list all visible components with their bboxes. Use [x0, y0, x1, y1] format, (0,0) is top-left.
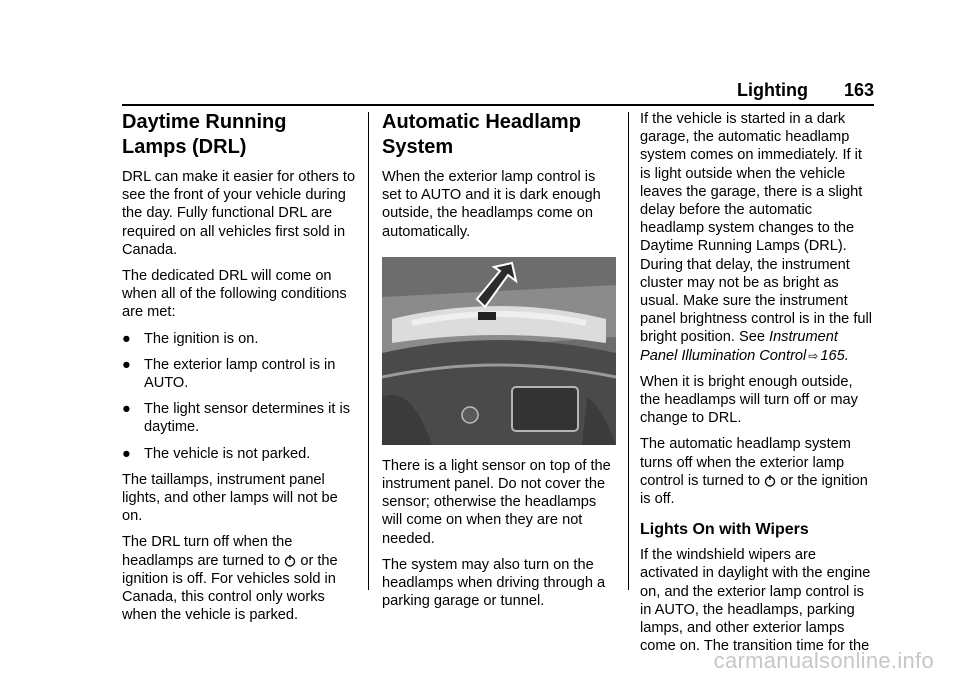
dark-garage-note: If the vehicle is started in a dark garage, the automatic headlamp system comes on immediately. If it is light outside when the vehicle leaves the garage, there is a slight delay before the automatic headlamp system changes to the Daytime Running Lamps (DRL). During that delay, the instrument cluster may not be as bright as usual. Make sure the instrument panel brightness control is in the full bright position. See Instrument Panel Illumination Control ⇨ 165. — [640, 111, 873, 364]
cross-reference-link[interactable]: Instrument Panel Illumination Control — [640, 329, 838, 364]
column-auto-headlamp — [382, 110, 616, 618]
list-item: ● The light sensor determines it is daytime. — [122, 401, 351, 436]
drl-lamps-off: The taillamps, instrument panel lights, and other lamps will not be on. — [122, 471, 338, 525]
list-item: ● The ignition is on. — [122, 330, 259, 347]
garage-tunnel-note: The system may also turn on the headlamps when driving through a parking garage or tunnel. — [382, 556, 606, 610]
wipers-heading: Lights On with Wipers — [640, 521, 809, 539]
dashboard-sensor-image — [382, 257, 616, 445]
page-number: 163 — [843, 80, 874, 100]
list-item: ● The vehicle is not parked. — [122, 445, 311, 462]
auto-headlamp-intro: When the exterior lamp control is set to AUTO and it is dark enough outside, the headlamps come on automatically. — [382, 169, 601, 240]
bright-outside-note: When it is bright enough outside, the headlamps will turn off or may change to DRL. — [640, 373, 858, 427]
column-continued — [640, 110, 874, 663]
auto-headlamp-heading: Automatic Headlamp System — [382, 111, 581, 158]
header-rule — [122, 104, 874, 106]
column-divider — [368, 112, 369, 590]
column-divider — [628, 112, 629, 590]
drl-conditions: The dedicated DRL will come on when all of the following conditions are met: — [122, 268, 347, 321]
page-ref-icon: ⇨ — [808, 348, 819, 363]
auto-off-note: The automatic headlamp system turns off when the exterior lamp control is turned to or the ignition is off. — [640, 436, 868, 508]
power-off-icon — [284, 554, 296, 567]
drl-turn-off: The DRL turn off when the headlamps are turned to or the ignition is off. For vehicles sold in Canada, this control only works when the vehicle is parked. — [122, 534, 338, 624]
section-title: Lighting — [736, 80, 808, 100]
cross-reference-page[interactable]: 165. — [820, 347, 849, 364]
column-drl — [122, 110, 356, 632]
watermark: carmanualsonline.info — [713, 648, 934, 673]
drl-intro: DRL can make it easier for others to see the front of your vehicle during the day. Fully functional DRL are required on all vehicles first sold in Canada. — [122, 169, 356, 258]
power-off-icon — [764, 474, 776, 487]
drl-heading: Daytime Running Lamps (DRL) — [122, 111, 287, 158]
list-item: ● The exterior lamp control is in AUTO. — [122, 356, 336, 392]
page-header — [737, 80, 874, 101]
wipers-note: If the windshield wipers are activated in daylight with the engine on, and the exterior lamp control is in AUTO, the headlamps, parking lamps, and other exterior lamps come on. The transition time for the — [640, 547, 871, 655]
sensor-note: There is a light sensor on top of the instrument panel. Do not cover the sensor; otherwise the headlamps will come on when they are not needed. — [382, 457, 611, 547]
